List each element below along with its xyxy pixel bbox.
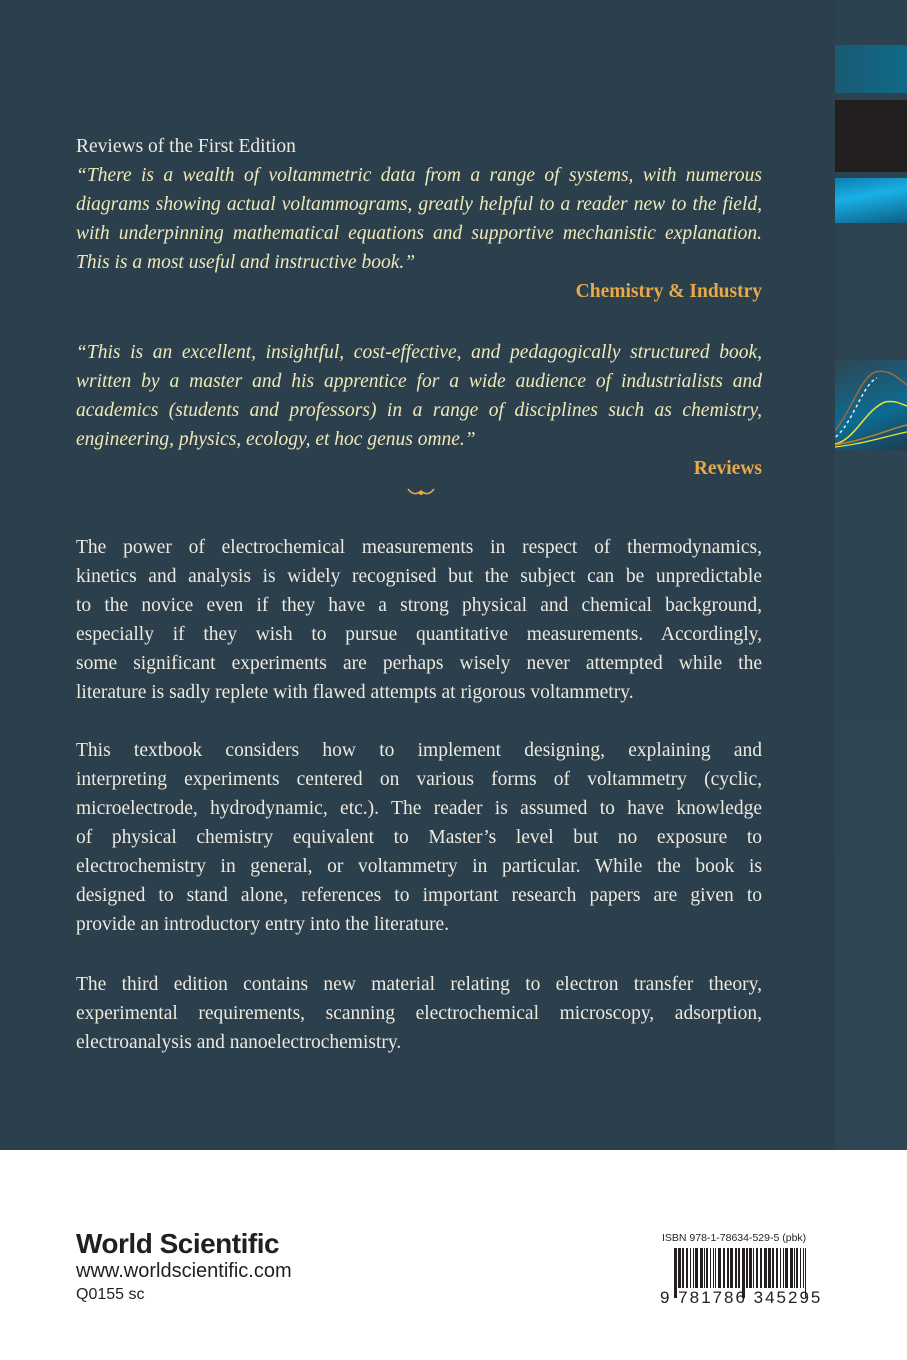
barcode-bar [678,1248,681,1288]
text-line: kinetics and analysis is widely recognised but the subject can be unpredictable [76,566,762,587]
barcode-bar [800,1248,801,1288]
barcode-bar [723,1248,725,1288]
quote-line: diagrams showing actual voltammograms, greatly helpful to a reader new to the field, [76,194,762,215]
barcode-bar [682,1248,684,1288]
text-line: electroanalysis and nanoelectrochemistry. [76,1032,402,1053]
barcode-bar [780,1248,781,1288]
barcode-bar [753,1248,754,1288]
text-line: designed to stand alone, references to important research papers are given to [76,885,762,906]
barcode-bar [700,1248,703,1288]
review-source-2: Reviews [693,458,762,479]
barcode-bar [746,1248,748,1288]
text-line: especially if they wish to pursue quantitative measurements. Accordingly, [76,624,762,645]
review-source-1: Chemistry & Industry [575,281,762,302]
text-line: literature is sadly replete with flawed attempts at rigorous voltammetry. [76,682,634,703]
review-quote-2 [76,338,762,454]
quote-line: written by a master and his apprentice for a wide audience of industrialists and [76,371,762,392]
barcode-bar [768,1248,771,1288]
reviews-heading: Reviews of the First Edition [76,136,296,157]
curve-band [835,360,907,450]
quote-line: with underpinning mathematical equations and supportive mechanistic explanation. [76,223,762,244]
text-line: This textbook considers how to implement designing, explaining and [76,740,762,761]
barcode-bar [794,1248,795,1288]
text-line: electrochemistry in general, or voltammetry in particular. While the book is [76,856,762,877]
reviews-section-2 [76,338,762,483]
quote-line: This is a most useful and instructive book.” [76,252,416,273]
quote-line: “This is an excellent, insightful, cost-effective, and pedagogically structured book, [76,342,762,363]
barcode-bar [706,1248,708,1288]
voltammogram-curves-icon [835,360,907,450]
black-band [835,100,907,172]
barcode-bar [756,1248,758,1288]
barcode-bar [690,1248,691,1288]
quote-line: “There is a wealth of voltammetric data from a range of systems, with numerous [76,165,762,186]
publisher-block [76,1228,292,1304]
text-line: interpreting experiments centered on various forms of voltammetry (cyclic, [76,769,762,790]
text-line: The third edition contains new material relating to electron transfer theory, [76,974,762,995]
barcode-bar [783,1248,784,1288]
barcode-bar [776,1248,778,1288]
review-quote-1 [76,161,762,277]
publisher-url: www.worldscientific.com [76,1260,292,1282]
publisher-name: World Scientific [76,1228,280,1259]
barcode-bar [764,1248,767,1288]
barcode-bar [695,1248,698,1288]
text-line: some significant experiments are perhaps wisely never attempted while the [76,653,762,674]
barcode-bar [796,1248,798,1288]
description-paragraph-2 [76,736,762,939]
decorative-voltammogram-strip [835,0,907,1150]
barcode-bar [803,1248,804,1288]
barcode-bar [772,1248,774,1288]
description-paragraph-3 [76,970,762,1057]
quote-line: engineering, physics, ecology, et hoc genus omne.” [76,429,476,450]
barcode-digits: 9 781786 345295 [660,1288,823,1307]
barcode-bar [730,1248,733,1288]
barcode-bar [686,1248,688,1288]
quote-line: academics (students and professors) in a range of disciplines such as chemistry, [76,400,762,421]
barcode-bar [785,1248,788,1288]
barcode-bar [693,1248,694,1288]
ornament-icon [406,485,436,499]
text-line: of physical chemistry equivalent to Master’s level but no exposure to [76,827,762,848]
isbn-label: ISBN 978-1-78634-529-5 (pbk) [662,1232,807,1244]
barcode-bar [738,1248,740,1288]
product-code: Q0155 sc [76,1286,145,1303]
barcode-bar [718,1248,721,1288]
reviews-section [76,132,762,306]
text-line: microelectrode, hydrodynamic, etc.). The reader is assumed to have knowledge [76,798,762,819]
barcode-bar [760,1248,762,1288]
barcode-bar [735,1248,737,1288]
light-blue-band [835,178,907,223]
barcode-bar [710,1248,711,1288]
barcode-bar [749,1248,752,1288]
text-line: The power of electrochemical measurements in respect of thermodynamics, [76,537,762,558]
barcode-bar [727,1248,729,1288]
text-line: to the novice even if they have a strong physical and chemical background, [76,595,762,616]
blue-band [835,45,907,93]
text-line: provide an introductory entry into the literature. [76,914,450,935]
barcode-bar [715,1248,716,1288]
text-line: experimental requirements, scanning electrochemical microscopy, adsorption, [76,1003,762,1024]
barcode-bar [713,1248,714,1288]
description-paragraph-1 [76,533,762,707]
barcode-bar [790,1248,793,1288]
barcode-bar [704,1248,705,1288]
